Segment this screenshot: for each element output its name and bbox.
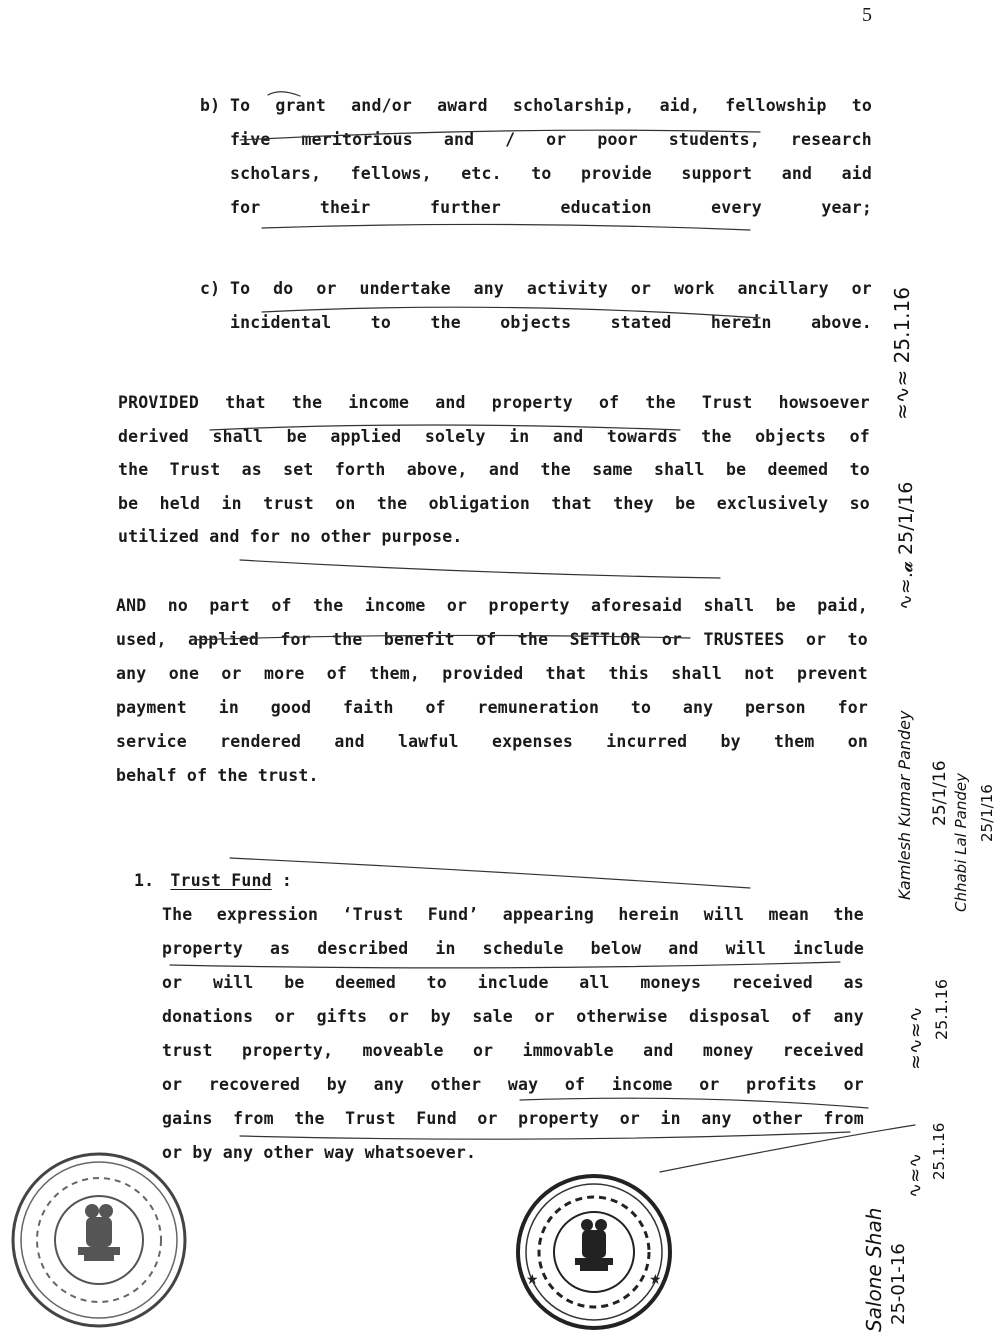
word: incidental [230, 313, 332, 332]
provided-line: utilized and for no other purpose. [118, 527, 463, 546]
word: Fund’ [427, 905, 479, 924]
word: fellows, [350, 164, 432, 183]
word: property [518, 1109, 600, 1128]
signature-1 [890, 287, 914, 420]
word: of [791, 1007, 812, 1026]
word: paid, [817, 596, 868, 615]
word: shall [654, 460, 705, 479]
word: in [509, 426, 530, 446]
word: faith [343, 698, 394, 717]
word: the [294, 1109, 325, 1128]
word: property, [242, 1041, 334, 1060]
word: grant [275, 96, 327, 115]
page-number: 5 [862, 4, 872, 26]
word: other [430, 1075, 482, 1094]
word: Trust [345, 1109, 396, 1128]
word: more [263, 664, 305, 683]
word: solely [424, 426, 486, 446]
word: the [118, 460, 149, 479]
svg-text:★: ★ [526, 1272, 539, 1288]
word: of [564, 1075, 586, 1094]
word: so [849, 493, 870, 513]
and-line: behalf of the trust. [116, 766, 319, 785]
word: them, [369, 664, 420, 683]
word: above, [406, 460, 468, 479]
section-line: or by any other way whatsoever. [162, 1143, 477, 1162]
word: deemed [767, 460, 829, 479]
word: trust [263, 493, 314, 513]
word: students, [668, 130, 760, 149]
word: will [212, 973, 254, 992]
clause-b-marker: b) [200, 96, 221, 115]
signature-7-date: 25-01-16 [888, 1243, 909, 1325]
word: herein [618, 905, 680, 924]
word: expression [216, 905, 319, 924]
word: schedule [482, 939, 564, 958]
word: activity [526, 279, 608, 298]
word: they [613, 493, 654, 513]
word: award [437, 96, 488, 115]
word: them [773, 732, 815, 751]
word: appearing [502, 905, 595, 924]
word: and [435, 393, 466, 412]
word: the [430, 313, 461, 332]
word: from [233, 1109, 274, 1128]
word: The [162, 905, 193, 924]
word: of [849, 426, 870, 446]
word: recovered [208, 1075, 301, 1094]
word: education [560, 198, 652, 217]
word: as [241, 460, 262, 479]
word: profits [746, 1075, 818, 1094]
word: poor [597, 130, 638, 149]
word: the [833, 905, 864, 924]
word: Trust [701, 393, 753, 412]
word: be [775, 596, 796, 615]
section-number: 1. [134, 871, 155, 890]
signature-5-date-block [932, 979, 951, 1040]
word: and [668, 939, 699, 958]
word: benefit [383, 630, 455, 649]
word: to [426, 973, 447, 992]
word: received [731, 973, 813, 992]
word: meritorious [301, 130, 413, 149]
word: to [630, 698, 652, 717]
word: or [843, 1075, 864, 1094]
word: donations [162, 1007, 254, 1026]
word: way [507, 1075, 539, 1094]
word: same [592, 460, 633, 479]
signature-3-date: 25/1/16 [930, 760, 950, 826]
word: derived [118, 426, 189, 446]
word: shall [212, 426, 264, 446]
word: and [643, 1041, 674, 1060]
word: and [334, 732, 365, 751]
word: research [790, 130, 872, 149]
word: not [744, 664, 775, 683]
word: objects [755, 426, 827, 446]
word: property [162, 939, 244, 958]
word: ancillary [737, 279, 829, 298]
word: howsoever [778, 393, 870, 412]
word: that [545, 664, 587, 683]
word: to [370, 313, 392, 332]
word: or [534, 1007, 555, 1026]
word: income [611, 1075, 673, 1094]
word: no [167, 596, 189, 615]
signature-1-scrawl: ≈∿≈ [890, 363, 914, 420]
word: support [681, 164, 753, 183]
word: in [221, 493, 242, 513]
word: lawful [397, 732, 459, 751]
signature-7-date-block [888, 1243, 909, 1325]
word: by [326, 1075, 347, 1094]
word: part [209, 596, 250, 615]
signature-4-name: Chhabi Lal Pandey [952, 773, 970, 912]
word: otherwise [576, 1007, 668, 1026]
word: disposal [689, 1007, 771, 1026]
word: the [312, 596, 344, 615]
word: immovable [522, 1041, 614, 1060]
word: / [505, 130, 516, 149]
signature-3-name: Kamlesh Kumar Pandey [895, 710, 914, 900]
word: any [116, 664, 147, 683]
word: person [745, 698, 806, 717]
word: forth [334, 460, 386, 479]
word: described [317, 939, 409, 958]
word: as [270, 939, 291, 958]
word: all [579, 973, 610, 992]
word: every [711, 198, 762, 217]
word: five [230, 130, 271, 149]
word: below [590, 939, 642, 958]
signature-7-name: Salone Shah [862, 1207, 886, 1332]
signature-5-scrawl: ≈∿≈∿ [905, 1006, 927, 1070]
word: provide [580, 164, 652, 183]
word: in [435, 939, 456, 958]
word: from [823, 1109, 864, 1128]
word: any [473, 279, 505, 298]
signature-5-date: 25.1.16 [932, 978, 951, 1040]
word: this [608, 664, 650, 683]
word: on [847, 732, 868, 751]
word: the [291, 393, 323, 412]
word: to [531, 164, 552, 183]
word: sale [472, 1007, 513, 1026]
word: towards [606, 426, 678, 446]
word: gifts [316, 1007, 368, 1026]
clause-c-marker: c) [200, 279, 221, 298]
word: on [335, 493, 356, 513]
word: payment [116, 698, 187, 717]
word: trust [162, 1041, 213, 1060]
word: applied [188, 630, 259, 649]
word: mean [768, 905, 810, 924]
word: etc. [461, 164, 502, 183]
word: be [286, 426, 307, 446]
word: scholars, [230, 164, 322, 183]
word: objects [500, 313, 572, 332]
word: the [517, 630, 549, 649]
word: or [388, 1007, 410, 1026]
word: applied [330, 426, 402, 446]
word: or [630, 279, 652, 298]
word: Fund [416, 1109, 457, 1128]
svg-text:★: ★ [649, 1272, 662, 1288]
word: or [477, 1109, 498, 1128]
signature-6-date: 25.1.16 [930, 1122, 948, 1180]
word: or [805, 630, 827, 649]
word: fellowship [725, 96, 827, 115]
word: of [425, 698, 446, 717]
signature-2-scrawl: ∿≈.𝓪 [895, 554, 917, 610]
word: or [162, 1075, 183, 1094]
word: moveable [362, 1041, 444, 1060]
word: good [270, 698, 312, 717]
word: or [619, 1109, 640, 1128]
signature-4-date: 25/1/16 [978, 784, 996, 842]
word: be [675, 493, 696, 513]
word: Trust [169, 460, 221, 479]
word: and/or [351, 96, 412, 115]
word: stated [610, 313, 672, 332]
word: exclusively [716, 493, 829, 513]
word: will [703, 905, 745, 924]
word: be [725, 460, 747, 479]
word: of [271, 596, 292, 615]
word: or [221, 664, 242, 683]
word: aid [841, 164, 872, 183]
word: or [546, 130, 567, 149]
word: aforesaid [590, 596, 683, 615]
word: any [373, 1075, 405, 1094]
word: the [645, 393, 676, 412]
word: the [540, 460, 571, 479]
word: prevent [796, 664, 868, 683]
word: money [702, 1041, 754, 1060]
word: that [225, 393, 266, 412]
word: or [274, 1007, 296, 1026]
word: one [168, 664, 200, 683]
word: undertake [359, 279, 451, 298]
word: or [162, 973, 183, 992]
word: SETTLOR [569, 630, 641, 649]
word: income [348, 393, 410, 412]
word: expenses [491, 732, 574, 751]
word: be [284, 973, 305, 992]
signature-2-date: 25/1/16 [895, 481, 917, 555]
word: herein [710, 313, 772, 332]
word: the [701, 426, 732, 446]
word: shall [703, 596, 755, 615]
word: other [752, 1109, 803, 1128]
signature-5 [905, 1006, 927, 1070]
word: TRUSTEES [703, 630, 785, 649]
word: do [273, 279, 294, 298]
section-title: Trust Fund [170, 871, 272, 890]
word: provided [442, 664, 524, 683]
word: remuneration [477, 698, 600, 717]
word: their [319, 198, 371, 217]
word: shall [671, 664, 722, 683]
word: used, [116, 630, 167, 649]
word: or [316, 279, 337, 298]
signature-6-scrawl: ∿≈∿ [905, 1152, 926, 1198]
word: service [116, 732, 187, 751]
word: deemed [335, 973, 396, 992]
word: ‘Trust [342, 905, 404, 924]
word: and [443, 130, 475, 149]
word: of [598, 393, 620, 412]
word: be [118, 493, 139, 513]
word: by [430, 1007, 451, 1026]
word: To [230, 96, 251, 115]
signature-4 [952, 773, 970, 912]
word: include [477, 973, 549, 992]
signature-1-date: 25.1.16 [890, 287, 914, 364]
word: the [376, 493, 408, 513]
word: year; [821, 198, 872, 217]
signature-6 [905, 1153, 926, 1198]
section-title-colon: : [271, 871, 293, 890]
word: for [230, 198, 261, 217]
word: in [660, 1109, 681, 1128]
signature-6-date-block [930, 1123, 948, 1180]
word: any [701, 1109, 732, 1128]
word: scholarship, [512, 96, 635, 115]
word: and [552, 426, 584, 446]
signature-3 [895, 711, 914, 900]
word: PROVIDED [118, 393, 200, 412]
word: in [218, 698, 239, 717]
word: that [551, 493, 592, 513]
word: aid, [659, 96, 701, 115]
word: of [326, 664, 348, 683]
word: incurred [606, 732, 688, 751]
word: will [725, 939, 767, 958]
word: to [851, 96, 872, 115]
word: or [472, 1041, 494, 1060]
word: property [491, 393, 573, 412]
word: rendered [220, 732, 302, 751]
word: gains [162, 1109, 213, 1128]
word: or [699, 1075, 720, 1094]
word: property [488, 596, 570, 615]
word: moneys [640, 973, 702, 992]
word: or [851, 279, 872, 298]
word: include [793, 939, 864, 958]
word: received [782, 1041, 864, 1060]
word: any [682, 698, 714, 717]
signature-3-date-block [930, 760, 950, 826]
signature-4-date-block [978, 784, 996, 842]
word: above. [811, 313, 872, 332]
word: by [720, 732, 741, 751]
word: income [364, 596, 426, 615]
word: To [230, 279, 251, 298]
word: the [332, 630, 363, 649]
word: for [837, 698, 868, 717]
word: to [847, 630, 868, 649]
word: held [159, 493, 201, 513]
word: for [280, 630, 311, 649]
word: AND [116, 596, 147, 615]
word: any [833, 1007, 864, 1026]
word: and [488, 460, 520, 479]
word: or [661, 630, 683, 649]
word: set [283, 460, 314, 479]
signature-7 [862, 1208, 886, 1332]
word: work [674, 279, 715, 298]
word: and [781, 164, 813, 183]
word: or [446, 596, 468, 615]
signature-2 [895, 482, 917, 610]
word: obligation [428, 493, 530, 513]
word: as [843, 973, 864, 992]
word: of [476, 630, 497, 649]
word: to [849, 460, 870, 479]
word: further [430, 198, 501, 217]
